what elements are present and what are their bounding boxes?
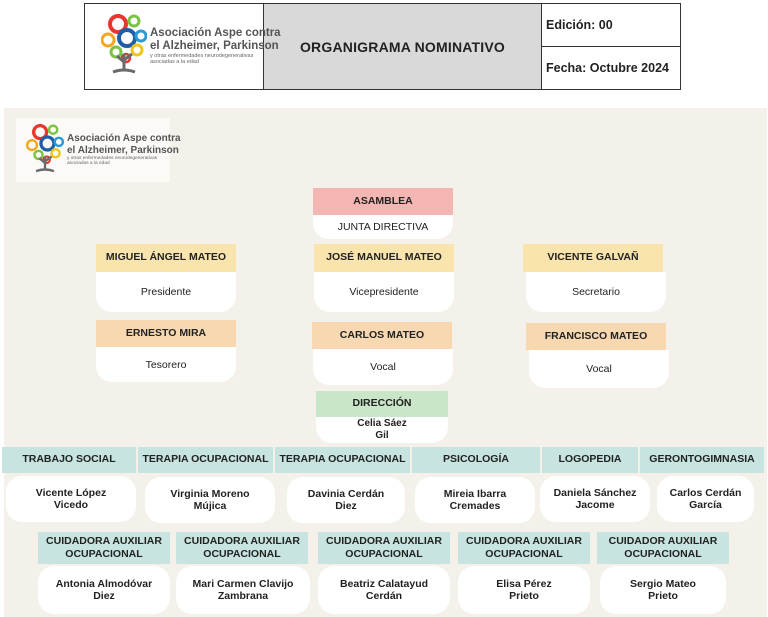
assistant-person-name: Beatriz Calatayud Cerdán [339, 578, 429, 602]
area-person-box [6, 476, 136, 522]
assistant-label-box [458, 532, 590, 564]
board-member-name: FRANCISCO MATEO [544, 329, 648, 342]
assistant-person-name: Elisa Pérez Prieto [496, 578, 552, 602]
area-person-box [657, 476, 754, 522]
direccion-person-line-2: Gil [375, 430, 389, 441]
board-name-box [96, 320, 236, 347]
assistant-label: CUIDADORA AUXILIAR OCUPACIONAL [326, 534, 442, 560]
assistant-label-box [38, 532, 170, 564]
area-label-box [2, 447, 136, 473]
document-title-text: ORGANIGRAMA NOMINATIVO [299, 38, 506, 55]
assistant-label-box [597, 532, 729, 564]
assistant-label: CUIDADORA AUXILIAR OCUPACIONAL [184, 534, 300, 560]
edition-cell [541, 3, 681, 47]
junta-directiva-label: JUNTA DIRECTIVA [337, 221, 429, 233]
assistant-person-box [176, 566, 310, 614]
header-logo [101, 14, 281, 78]
assistant-label: CUIDADORA AUXILIAR OCUPACIONAL [46, 534, 162, 560]
direccion-label: DIRECCIÓN [352, 397, 412, 410]
area-label: GERONTOGIMNASIA [649, 453, 755, 466]
direccion-person-box [316, 417, 448, 443]
board-member-role: Secretario [572, 286, 620, 298]
area-label-box [138, 447, 273, 473]
board-name-box [96, 244, 236, 272]
board-name-box [314, 244, 454, 272]
board-member-name: JOSÉ MANUEL MATEO [326, 251, 442, 264]
board-role-box [529, 350, 669, 388]
area-person-box [287, 477, 405, 523]
date-cell [541, 46, 681, 90]
board-role-box [314, 272, 454, 312]
document-title [263, 3, 542, 90]
board-role-box [96, 347, 236, 382]
board-member-role: Presidente [140, 286, 192, 298]
board-member-role: Vicepresidente [349, 286, 419, 298]
logo-line-4: asociadas a la edad [67, 161, 110, 167]
board-name-box [526, 323, 666, 350]
area-person-name: Vicente López Vicedo [35, 487, 107, 511]
logo-line-1: Asociación Aspe contra [150, 26, 281, 39]
area-label-box [275, 447, 410, 473]
assistant-person-box [600, 566, 726, 614]
date-text: Fecha: Octubre 2024 [546, 61, 669, 75]
assistant-person-name: Sergio Mateo Prieto [630, 578, 696, 602]
area-person-name: Daniela Sánchez Jacome [553, 487, 637, 511]
header-logo-text [150, 27, 281, 65]
tree-logo-icon [101, 14, 147, 78]
area-person-name: Davinia Cerdán Diez [307, 488, 385, 512]
area-person-box [145, 477, 275, 523]
board-name-box [312, 322, 452, 349]
assistant-label-box [176, 532, 308, 564]
assistant-person-name: Mari Carmen Clavijo Zambrana [192, 578, 294, 602]
logo-line-1: Asociación Aspe contra [67, 133, 181, 145]
edition-text: Edición: 00 [546, 18, 613, 32]
board-role-box [313, 349, 453, 385]
asamblea-label: ASAMBLEA [353, 194, 413, 207]
area-label-box [640, 447, 764, 473]
area-person-name: Mireia Ibarra Cremades [443, 488, 507, 512]
area-label-box [412, 447, 540, 473]
assistant-label: CUIDADORA AUXILIAR OCUPACIONAL [466, 534, 582, 560]
logo-line-2: el Alzheimer, Parkinson [150, 39, 279, 52]
assistant-person-box [458, 566, 590, 614]
board-member-name: MIGUEL ÁNGEL MATEO [105, 251, 227, 264]
direccion-box [316, 391, 448, 417]
board-member-name: CARLOS MATEO [339, 328, 425, 341]
board-name-box [523, 244, 663, 272]
asamblea-box [313, 188, 453, 215]
board-member-role: Tesorero [145, 358, 187, 371]
area-label: TRABAJO SOCIAL [22, 453, 116, 466]
area-label: LOGOPEDIA [558, 453, 622, 466]
area-person-box [415, 477, 535, 523]
area-person-name: Virginia Moreno Mújica [170, 488, 250, 512]
area-person-box [540, 476, 650, 522]
board-role-box [96, 272, 236, 312]
logo-line-3: y otras enfermedades neurodegenerativas [67, 155, 158, 161]
area-label: TERAPIA OCUPACIONAL [279, 453, 406, 466]
junta-directiva-box [313, 215, 453, 239]
area-person-name: Carlos Cerdán García [669, 487, 742, 511]
board-member-role: Vocal [370, 361, 396, 373]
logo-line-4: asociadas a la edad [150, 58, 199, 65]
chart-logo [26, 124, 181, 176]
direccion-person-line-1: Celia Sáez [357, 418, 407, 429]
assistant-person-box [318, 566, 450, 614]
board-member-role: Vocal [586, 363, 612, 375]
board-member-name: VICENTE GALVAÑ [547, 251, 639, 264]
tree-logo-icon [26, 124, 64, 176]
assistant-person-box [38, 566, 170, 614]
area-label: PSICOLOGÍA [443, 453, 509, 466]
logo-line-3: y otras enfermedades neurodegenerativas [150, 52, 254, 59]
assistant-label: CUIDADOR AUXILIAR OCUPACIONAL [608, 534, 718, 560]
logo-line-2: el Alzheimer, Parkinson [67, 144, 179, 156]
assistant-person-name: Antonia Almodóvar Diez [55, 578, 153, 602]
area-label: TERAPIA OCUPACIONAL [142, 453, 269, 466]
board-role-box [526, 272, 666, 312]
assistant-label-box [318, 532, 450, 564]
area-label-box [542, 447, 638, 473]
chart-logo-text [67, 133, 181, 166]
board-member-name: ERNESTO MIRA [125, 326, 207, 339]
